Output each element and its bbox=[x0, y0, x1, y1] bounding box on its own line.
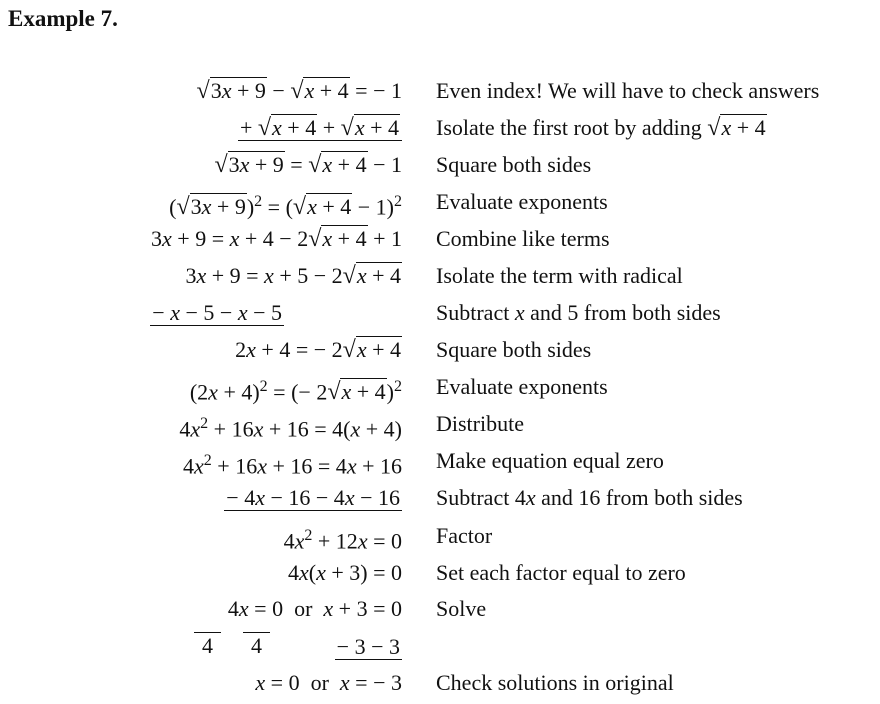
step-explanation-7-b: and 5 from both sides bbox=[524, 300, 721, 325]
math-line-14: 4x(x + 3) = 0 bbox=[288, 560, 402, 585]
step-explanation-12-var: x bbox=[525, 485, 536, 510]
step-explanation-10: Distribute bbox=[436, 411, 524, 436]
step-explanation-11: Make equation equal zero bbox=[436, 448, 664, 473]
step-row-11 bbox=[0, 446, 880, 480]
step-row-4 bbox=[0, 187, 880, 221]
math-line-5: 3x + 9 = x + 4 − 2√x + 4 + 1 bbox=[151, 226, 402, 252]
step-row-6 bbox=[0, 261, 880, 295]
divisor-4-right: 4 bbox=[243, 632, 270, 659]
math-line-12: − 4x − 16 − 4x − 16 bbox=[226, 485, 400, 510]
math-line-9: $(2x + 4)^2$ = (− 2√x + 4)$^2$ bbox=[189, 378, 402, 406]
divisor-4-left: 4 bbox=[194, 632, 221, 659]
step-explanation-12-a: Subtract 4 bbox=[436, 485, 526, 510]
math-line-16b bbox=[335, 632, 402, 662]
math-line-17: x = 0 or x = − 3 bbox=[255, 670, 402, 695]
step-row-1 bbox=[0, 76, 880, 110]
step-explanation-9: Evaluate exponents bbox=[436, 374, 608, 399]
step-explanation-7-a: Subtract bbox=[436, 300, 515, 325]
step-explanation-17: Check solutions in original bbox=[436, 670, 674, 695]
math-line-10: $4x^2 + 16x + 16 = 4(x + 4)$ bbox=[179, 415, 402, 442]
step-explanation-7-var: x bbox=[514, 300, 525, 325]
step-row-2 bbox=[0, 113, 880, 147]
math-line-13: $4x^2 + 12x = 0$ bbox=[283, 527, 402, 554]
step-explanation-6: Isolate the term with radical bbox=[436, 263, 683, 288]
step-explanation-12 bbox=[436, 483, 743, 513]
step-row-5 bbox=[0, 224, 880, 258]
step-row-16 bbox=[0, 632, 880, 666]
step-row-9 bbox=[0, 372, 880, 406]
example-title: Example 7. bbox=[8, 6, 118, 31]
math-line-16a bbox=[194, 632, 270, 662]
step-explanation-5: Combine like terms bbox=[436, 226, 610, 251]
step-explanation-2 bbox=[436, 113, 767, 143]
step-explanation-12-b: and 16 from both sides bbox=[535, 485, 743, 510]
subtract-3-both-sides: − 3 − 3 bbox=[336, 634, 400, 659]
math-line-3: √3x + 9 = √x + 4 − 1 bbox=[214, 152, 402, 178]
math-line-2: + √x + 4 + √x + 4 bbox=[238, 113, 402, 143]
math-line-6: 3x + 9 = x + 5 − 2√x + 4 bbox=[185, 263, 401, 289]
step-row-13 bbox=[0, 521, 880, 555]
math-line-8: 2x + 4 = − 2√x + 4 bbox=[235, 337, 401, 363]
step-explanation-2-text: Isolate the first root by adding bbox=[436, 115, 708, 140]
step-explanation-3: Square both sides bbox=[436, 152, 592, 177]
step-row-14 bbox=[0, 558, 880, 592]
step-row-8 bbox=[0, 335, 880, 369]
step-row-7 bbox=[0, 298, 880, 332]
step-row-15 bbox=[0, 594, 880, 628]
step-explanation-15: Solve bbox=[436, 596, 487, 621]
math-line-1: √3x + 9 − √x + 4 = − 1 bbox=[196, 78, 402, 104]
step-explanation-1: Even index! We will have to check answers bbox=[436, 78, 820, 103]
step-row-10 bbox=[0, 409, 880, 443]
step-row-12 bbox=[0, 483, 880, 517]
step-row-17 bbox=[0, 668, 880, 702]
radical-sqrt-x-plus-4: √x + 4 bbox=[707, 115, 766, 141]
math-line-4: $(√3x + 9)^2 = (√x + 4 - 1)^2$ bbox=[169, 193, 402, 221]
step-explanation-8: Square both sides bbox=[436, 337, 592, 362]
step-explanation-7 bbox=[436, 298, 721, 328]
math-line-11: $4x^2 + 16x + 16 = 4x + 16$ bbox=[183, 452, 402, 479]
step-row-3 bbox=[0, 150, 880, 184]
step-explanation-13: Factor bbox=[436, 523, 493, 548]
math-line-7: − x − 5 − x − 5 bbox=[152, 300, 282, 325]
math-line-15: 4x = 0 or x + 3 = 0 bbox=[227, 596, 402, 621]
step-explanation-4: Evaluate exponents bbox=[436, 189, 608, 214]
step-explanation-14: Set each factor equal to zero bbox=[436, 560, 686, 585]
